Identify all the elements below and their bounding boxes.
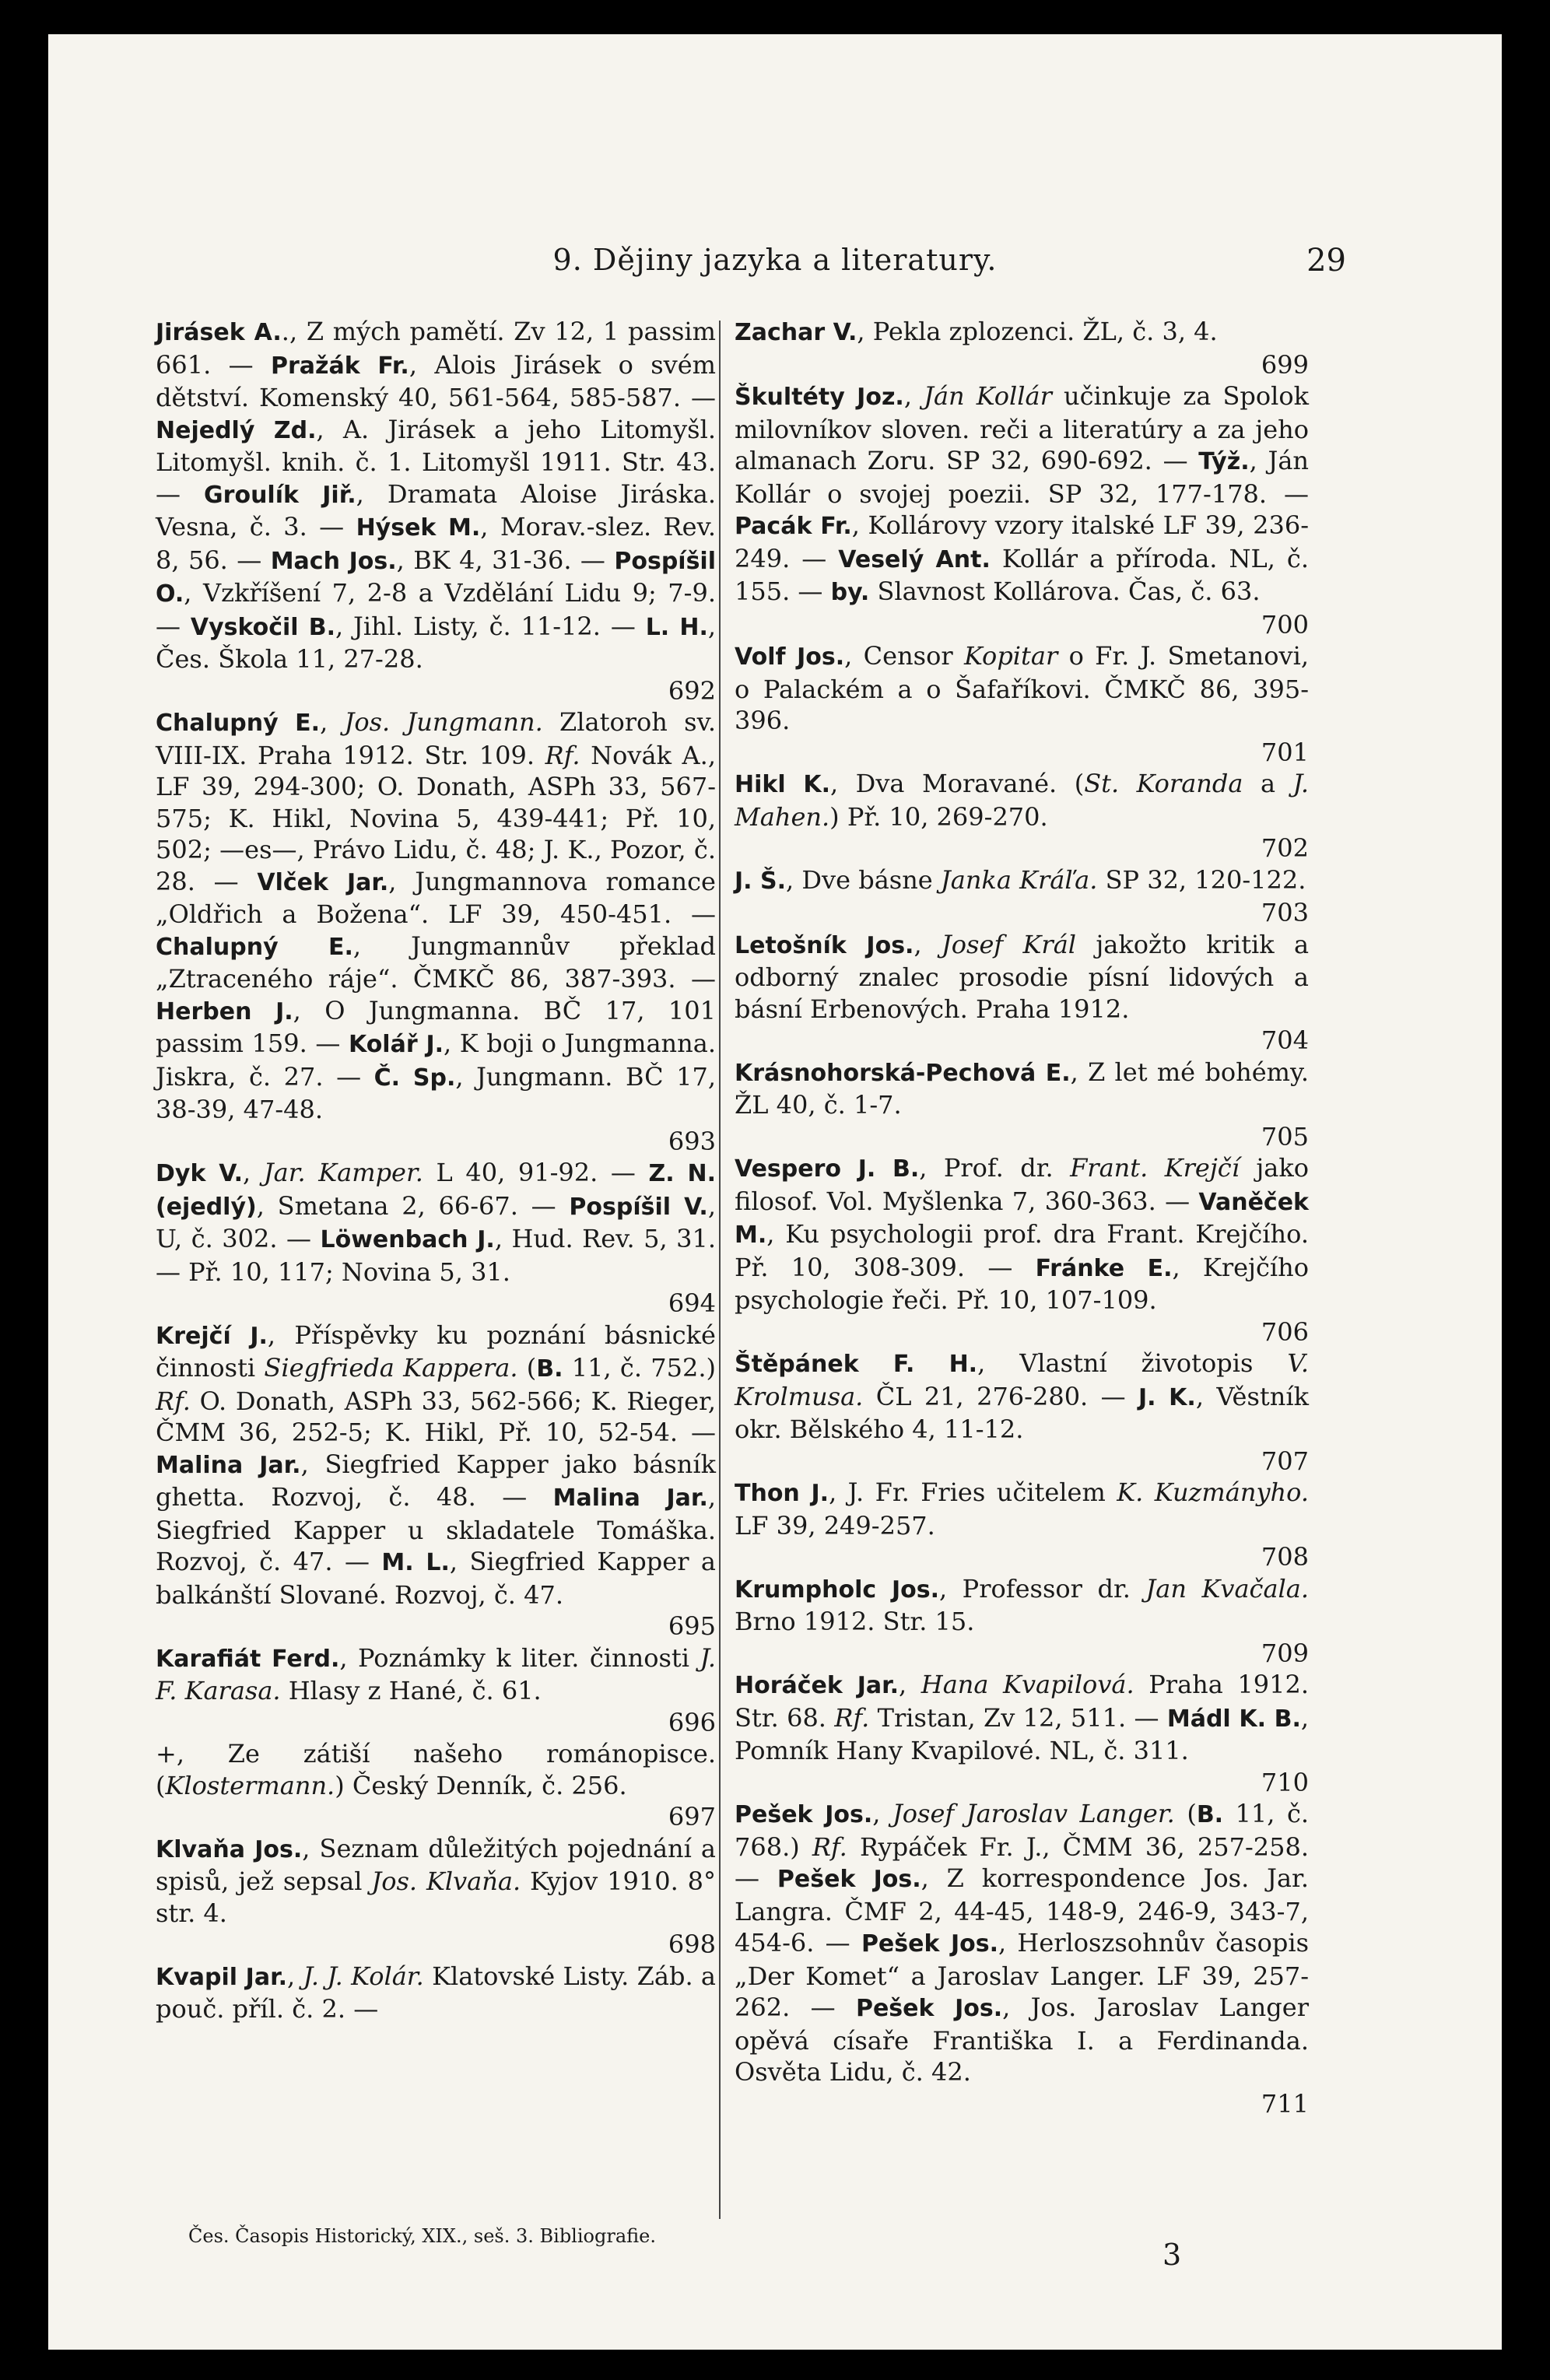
entry-text: , BK 4, 31-36. —: [396, 545, 615, 575]
entry-number: 693: [668, 1126, 716, 1156]
bibliography-entry: [156, 1320, 716, 1642]
entry-number: 700: [1261, 609, 1309, 640]
italic-text: Rf.: [834, 1702, 870, 1733]
entry-text: , Z let mé bohémy. ŽL 40, č. 1-7.: [735, 1057, 1309, 1120]
italic-text: Rf.: [156, 1386, 191, 1416]
bibliography-entry: [735, 1669, 1309, 1798]
entry-text: L 40, 91-92. —: [423, 1158, 649, 1187]
author-name: Pešek Jos.: [777, 1866, 921, 1893]
author-name: Štěpánek F. H.: [735, 1351, 978, 1378]
author-name: Zachar V.: [735, 319, 857, 346]
author-name: L. H.: [645, 613, 708, 641]
bibliography-entry: [156, 1961, 716, 2025]
entry-text: , Herloszsohnův časopis „Der Komet“ a Jaroslav Langer. LF 39, 257-262. —: [735, 1928, 1310, 2022]
entry-text: , Dva Moravané. (: [830, 769, 1085, 798]
author-name: Pacák Fr.: [735, 513, 852, 540]
italic-text: Josef Jaroslav Langer.: [892, 1799, 1175, 1828]
author-name: Horáček Jar.: [735, 1672, 899, 1699]
entry-text: ,: [243, 1158, 264, 1187]
bibliography-entry: [735, 1798, 1309, 2119]
italic-text: Jos. Jungmann.: [344, 707, 543, 737]
author-name: Thon J.: [735, 1480, 829, 1507]
author-name: Kvapil Jar.: [156, 1963, 287, 1991]
italic-text: Kopitar: [964, 641, 1058, 671]
entry-text: , Dramata Aloise Jiráska. Vesna, č. 3. —: [156, 478, 717, 542]
author-name: Pešek Jos.: [735, 1801, 873, 1828]
author-name: Jirásek A.: [156, 319, 282, 346]
entry-text: a: [1243, 769, 1293, 798]
entry-text: Brno 1912. Str. 15.: [735, 1607, 975, 1636]
entry-text: , Krejčího psychologie řeči. Př. 10, 107-109.: [735, 1252, 1309, 1315]
entry-text: , Kollárovy vzory italské LF 39, 236-249. —: [735, 510, 1310, 573]
signature-mark: 3: [1162, 2238, 1182, 2272]
entry-text: ,: [914, 929, 942, 959]
bibliography-entry: [156, 1642, 716, 1739]
entry-text: , Pomník Hany Kvapilové. NL, č. 311.: [735, 1702, 1310, 1765]
entry-number: 703: [1261, 898, 1309, 927]
italic-text: Rf.: [812, 1831, 847, 1862]
entry-text: o Fr. J. Smetanovi, o Palackém a o Šafaříkovi. ČMKČ 86, 395-396.: [735, 641, 1310, 735]
entry-text: , Morav.-slez. Rev. 8, 56. —: [156, 512, 717, 575]
bibliography-entry: [735, 768, 1309, 864]
entry-text: , Ku psychologii prof. dra Frant. Krejčího. Př. 10, 308-309. —: [735, 1219, 1309, 1282]
entry-text: , Alois Jirásek o svém dětství. Komenský 40, 561-564, 585-587. —: [156, 349, 716, 412]
entry-text: ,: [320, 707, 345, 737]
entry-text: , Hud. Rev. 5, 31. — Př. 10, 117; Novina 5, 31.: [156, 1224, 716, 1287]
entry-text: +, Ze zátiší našeho románopisce. (: [156, 1739, 716, 1800]
author-name: Krumpholc Jos.: [735, 1576, 939, 1604]
entry-number: 701: [1261, 737, 1309, 767]
entry-text: jakožto kritik a odborný znalec prosodie písní lidových a básní Erbenových. Praha 1912.: [735, 929, 1310, 1024]
italic-text: K. Kuzmányho.: [1117, 1477, 1310, 1507]
bibliography-entry: [156, 706, 716, 1157]
author-name: Groulík Jiř.: [204, 481, 356, 509]
italic-text: J. F. Karasa.: [156, 1642, 716, 1705]
entry-text: ,: [899, 1670, 921, 1699]
entry-text: , Příspěvky ku poznání básnické činnosti: [156, 1320, 716, 1383]
entry-text: Kollár a příroda. NL, č. 155. —: [735, 543, 1309, 606]
left-column: [156, 316, 716, 2025]
entry-text: ., Z mých pamětí. Zv 12, 1 passim 661. —: [156, 317, 716, 380]
bibliography-entry: [156, 1738, 716, 1833]
entry-text: SP 32, 120-122.: [1097, 864, 1306, 895]
bibliography-entry: [735, 864, 1309, 929]
entry-text: učinkuje za Spolok milovníkov sloven. reči a literatúry a za jeho almanach Zoru. SP 32, 690-692. —: [735, 381, 1310, 475]
entry-number: 699: [1261, 349, 1309, 380]
entry-text: , Siegfried Kapper a balkánští Slované. Rozvoj, č. 47.: [156, 1547, 716, 1610]
italic-text: Jar. Kamper.: [263, 1158, 423, 1187]
italic-text: Klostermann.: [165, 1770, 335, 1800]
italic-text: V. Krolmusa.: [735, 1348, 1309, 1411]
author-name: Volf Jos.: [735, 643, 845, 671]
entry-text: , Jihl. Listy, č. 11-12. —: [335, 611, 646, 641]
author-name: Pešek Jos.: [861, 1930, 998, 1958]
bibliography-entry: [735, 316, 1309, 380]
entry-text: , O Jungmanna. BČ 17, 101 passim 159. —: [156, 995, 716, 1058]
bibliography-entry: [735, 1152, 1309, 1348]
author-name: J. K.: [1138, 1383, 1196, 1411]
right-column: [735, 316, 1309, 2119]
author-name: Pražák Fr.: [271, 352, 409, 380]
author-name: Vlček Jar.: [257, 868, 389, 896]
author-name: Pešek Jos.: [855, 1995, 1003, 2022]
entry-text: , Jungmann. BČ 17, 38-39, 47-48.: [156, 1061, 717, 1124]
bibliography-entry: [156, 1157, 716, 1320]
entry-text: (: [517, 1353, 537, 1383]
bibliography-entry: [735, 1057, 1309, 1153]
italic-text: Siegfrieda Kappera.: [264, 1353, 518, 1383]
entry-text: , Professor dr.: [938, 1573, 1146, 1604]
italic-text: Hana Kvapilová.: [921, 1670, 1134, 1699]
entry-text: , Siegfried Kapper jako básník ghetta. Rozvoj, č. 48. —: [156, 1449, 717, 1512]
italic-text: Janka Kráľa.: [940, 864, 1098, 895]
entry-text: , Censor: [844, 641, 964, 671]
author-name: Krásnohorská-Pechová E.: [735, 1059, 1071, 1087]
author-name: Malina Jar.: [552, 1484, 708, 1512]
entry-text: , Věstník okr. Bělského 4, 11-12.: [735, 1381, 1309, 1444]
entry-text: , Smetana 2, 66-67. —: [256, 1190, 570, 1221]
bibliography-entry: [735, 640, 1309, 768]
author-name: Hýsek M.: [356, 514, 481, 542]
entry-number: 697: [668, 1802, 716, 1831]
entry-text: , Jungmannova romance „Oldřich a Božena“. LF 39, 450-451. —: [156, 866, 716, 929]
entry-number: 695: [668, 1611, 716, 1641]
author-name: Karafiát Ferd.: [156, 1645, 340, 1673]
author-name: Klvaňa Jos.: [156, 1835, 303, 1863]
entry-number: 694: [668, 1288, 716, 1318]
entry-number: 702: [1261, 833, 1309, 863]
author-name: Chalupný E.: [156, 933, 353, 961]
author-name: Kolář J.: [348, 1031, 444, 1058]
column-divider: [719, 321, 721, 2219]
entry-text: ) Př. 10, 269-270.: [829, 801, 1048, 832]
entry-text: , Z korrespondence Jos. Jar. Langra. ČMF 2, 44-45, 148-9, 246-9, 343-7, 454-6. —: [735, 1863, 1309, 1958]
author-name: Hikl K.: [735, 771, 831, 798]
italic-text: Josef Král: [941, 929, 1077, 959]
entry-text: , Vlastní životopis: [977, 1348, 1288, 1378]
entry-text: ,: [287, 1961, 303, 1991]
entry-number: 692: [668, 675, 716, 706]
entry-text: , Seznam důležitých pojednání a spisů, jež sepsal: [156, 1833, 716, 1896]
bibliography-entry: [735, 1348, 1309, 1477]
author-name: Nejedlý Zd.: [156, 416, 317, 444]
italic-text: St. Koranda: [1084, 769, 1243, 798]
author-name: Z. N.(ejedlý): [156, 1160, 717, 1221]
author-name: B.: [1196, 1801, 1224, 1828]
author-name: Fránke E.: [1035, 1254, 1173, 1282]
document-page: [48, 34, 1502, 2350]
author-name: Dyk V.: [156, 1160, 244, 1187]
author-name: Veselý Ant.: [838, 545, 991, 573]
author-name: by.: [830, 579, 870, 606]
bibliography-entry: [735, 1477, 1309, 1573]
entry-text: , A. Jirásek a jeho Litomyšl. Litomyšl. knih. č. 1. Litomyšl 1911. Str. 43. —: [156, 414, 717, 509]
entry-text: 11, č. 768.): [735, 1799, 1310, 1862]
italic-text: Ján Kollár: [924, 381, 1052, 411]
entry-text: , Poznámky k liter. činnosti: [339, 1642, 700, 1673]
entry-text: Praha 1912. Str. 68.: [735, 1670, 1310, 1733]
entry-number: 704: [1261, 1025, 1309, 1055]
entry-text: Klatovské Listy. Záb. a pouč. příl. č. 2. —: [156, 1961, 717, 2024]
author-name: Vaněček M.: [735, 1188, 1309, 1249]
section-title: 9. Dějiny jazyka a literatury.: [552, 243, 998, 277]
author-name: Pospíšil O.: [156, 547, 716, 608]
author-name: Chalupný E.: [156, 710, 321, 737]
entry-text: ,: [903, 381, 924, 411]
entry-number: 698: [668, 1930, 716, 1959]
italic-text: Jos. Klvaňa.: [371, 1866, 521, 1896]
italic-text: J. J. Kolár.: [303, 1961, 424, 1991]
entry-text: , J. Fr. Fries učitelem: [829, 1477, 1117, 1507]
entry-text: (: [1174, 1799, 1197, 1828]
italic-text: J. Mahen.: [735, 769, 1310, 832]
entry-text: , Vzkříšení 7, 2-8 a Vzdělání Lidu 9; 7-9. —: [156, 578, 716, 641]
italic-text: Jan Kvačala.: [1145, 1573, 1309, 1604]
entry-text: , Prof. dr.: [919, 1153, 1071, 1183]
entry-text: O. Donath, ASPh 33, 562-566; K. Rieger, ČMM 36, 252-5; K. Hikl, Př. 10, 52-54. —: [156, 1386, 716, 1447]
author-name: Löwenbach J.: [320, 1226, 495, 1253]
bibliography-entry: [735, 929, 1309, 1057]
author-name: Mádl K. B.: [1166, 1705, 1301, 1733]
running-header: [48, 243, 1502, 289]
author-name: Krejčí J.: [156, 1322, 268, 1350]
entry-text: , K boji o Jungmanna. Jiskra, č. 27. —: [156, 1029, 717, 1092]
author-name: Vyskočil B.: [190, 613, 335, 641]
entry-number: 709: [1261, 1638, 1309, 1668]
entry-text: , Siegfried Kapper u skladatele Tomáška. Rozvoj, č. 47. —: [156, 1482, 717, 1576]
entry-text: ,: [872, 1799, 892, 1828]
italic-text: Frant. Krejčí: [1070, 1153, 1240, 1183]
author-name: Malina Jar.: [156, 1451, 301, 1479]
entry-number: 706: [1261, 1316, 1309, 1347]
entry-text: LF 39, 249-257.: [735, 1510, 935, 1541]
entry-text: Tristan, Zv 12, 511. —: [869, 1702, 1167, 1733]
entry-text: Slavnost Kollárova. Čas, č. 63.: [869, 577, 1261, 606]
entry-number: 710: [1261, 1767, 1309, 1797]
author-name: Škultéty Joz.: [735, 384, 904, 411]
entry-number: 705: [1261, 1121, 1309, 1151]
italic-text: Rf.: [545, 740, 580, 770]
author-name: Vespero J. B.: [735, 1155, 920, 1183]
footer-note: Čes. Časopis Historický, XIX., seš. 3. Bibliografie.: [188, 2225, 656, 2247]
entry-number: 696: [668, 1707, 716, 1737]
entry-text: ) Český Denník, č. 256.: [335, 1770, 627, 1800]
author-name: Týž.: [1198, 448, 1250, 475]
author-name: Pospíšil V.: [569, 1193, 708, 1221]
entry-text: , Pekla zplozenci. ŽL, č. 3, 4.: [857, 317, 1218, 346]
page-number: 29: [1306, 243, 1346, 279]
bibliography-entry: [735, 380, 1309, 640]
entry-number: 711: [1261, 2088, 1309, 2119]
author-name: J. Š.: [735, 867, 787, 895]
entry-text: Hlasy z Hané, č. 61.: [280, 1676, 542, 1705]
author-name: Letošník Jos.: [735, 931, 914, 959]
bibliography-entry: [156, 316, 716, 706]
entry-text: ČL 21, 276-280. —: [863, 1381, 1138, 1411]
author-name: Mach Jos.: [270, 547, 397, 575]
entry-text: , U, č. 302. —: [156, 1190, 716, 1253]
entry-text: 11, č. 752.): [563, 1353, 717, 1383]
entry-text: jako filosof. Vol. Myšlenka 7, 360-363. —: [735, 1153, 1309, 1216]
entry-number: 707: [1261, 1446, 1309, 1476]
entry-text: Kyjov 1910. 8° str. 4.: [156, 1866, 716, 1928]
author-name: Č. Sp.: [373, 1064, 456, 1092]
author-name: B.: [536, 1355, 563, 1383]
entry-number: 708: [1261, 1542, 1309, 1572]
entry-text: Novák A., LF 39, 294-300; O. Donath, ASPh 33, 567-575; K. Hikl, Novina 5, 439-441; Př. 10, 502; —es—, Právo Lidu, č. 48; J. K., Pozor, č. 28. —: [156, 740, 717, 896]
entry-text: Rypáček Fr. J., ČMM 36, 257-258. —: [735, 1831, 1309, 1893]
author-name: M. L.: [381, 1549, 450, 1576]
entry-text: Zlatoroh sv. VIII-IX. Praha 1912. Str. 109.: [156, 707, 717, 770]
entry-text: , Jungmannův překlad „Ztraceného ráje“. ČMKČ 86, 387-393. —: [156, 931, 717, 994]
entry-text: , Ján Kollár o svojej poezii. SP 32, 177-178. —: [735, 446, 1310, 509]
entry-text: , Jos. Jaroslav Langer opěvá císaře Františka I. a Ferdinanda. Osvěta Lidu, č. 42.: [735, 1993, 1309, 2087]
entry-text: , Dve básne: [786, 864, 941, 895]
author-name: Herben J.: [156, 997, 293, 1025]
bibliography-entry: [156, 1833, 716, 1961]
bibliography-entry: [735, 1573, 1309, 1670]
entry-text: , Čes. Škola 11, 27-28.: [156, 611, 717, 674]
